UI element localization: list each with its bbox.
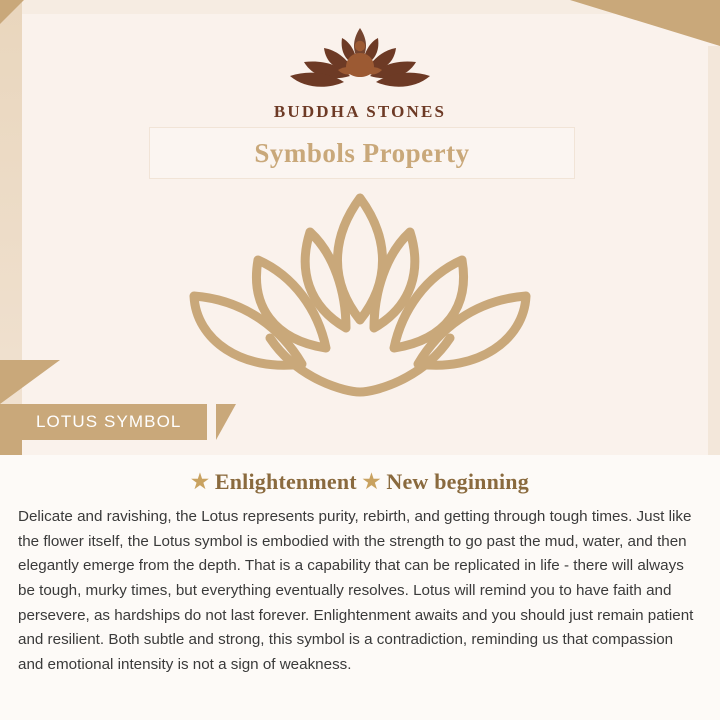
- lotus-flower-icon: [150, 188, 570, 403]
- description-paragraph: Delicate and ravishing, the Lotus represents purity, rebirth, and getting through tough times. Just like the flower itself, the Lotus symbol is embodied with the strength to go past the mud, water, and then elegantly emerge from the depth. That is a capability that can be replicated in life - there will always be tough, murky times, but everything eventually resolves. Lotus will remind you to have faith and persevere, as hardships do not last forever. Enlightenment awaits and you should just remain patient and resilient. Both subtle and strong, this symbol is a contradiction, reminding us that compassion and emotional intensity is not a sign of weakness.: [18, 508, 694, 673]
- ribbon-tail: [216, 404, 236, 440]
- brand-name: BUDDHA STONES: [273, 102, 447, 121]
- brand-logo-block: [0, 26, 720, 122]
- page-title: Symbols Property: [254, 137, 470, 168]
- ribbon-label: LOTUS SYMBOL: [36, 412, 182, 431]
- headline: [18, 469, 702, 495]
- headline-left: Enlightenment: [214, 469, 357, 494]
- description-panel: [0, 455, 720, 720]
- star-icon-left: ★: [191, 471, 210, 493]
- lotus-hero-art: [0, 188, 720, 408]
- page-title-bar: [150, 128, 574, 178]
- star-icon-right: ★: [362, 471, 381, 493]
- headline-right: New beginning: [386, 469, 529, 494]
- corner-top-left-accent: [0, 0, 24, 24]
- lotus-symbol-ribbon: [0, 404, 207, 440]
- lotus-meditation-figure-icon: [280, 26, 440, 98]
